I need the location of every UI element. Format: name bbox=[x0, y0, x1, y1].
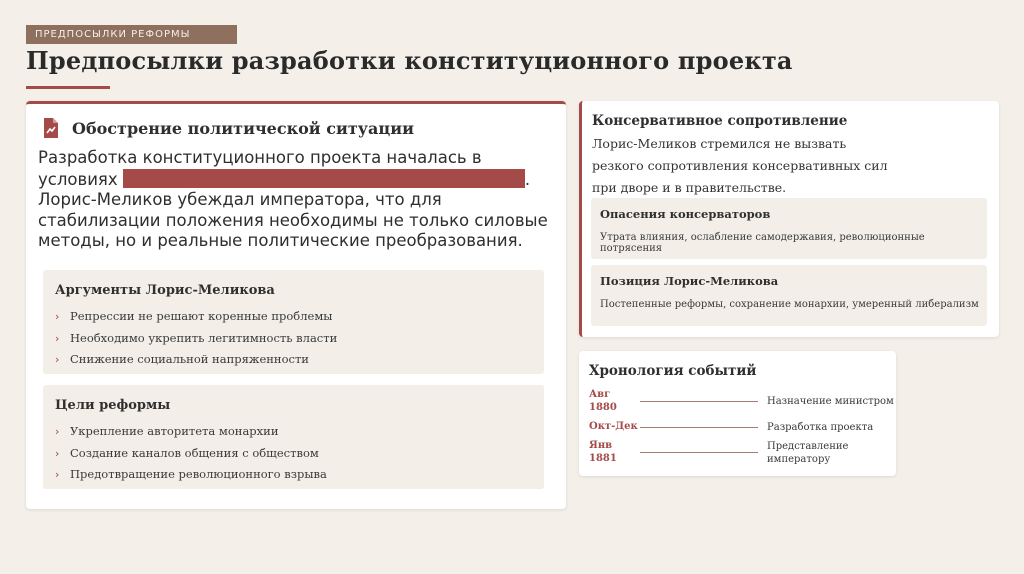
card-heading: Обострение политической ситуации bbox=[72, 118, 414, 138]
list-item-label: Необходимо укрепить легитимность власти bbox=[70, 330, 338, 345]
list-item bbox=[55, 443, 327, 465]
situation-paragraph bbox=[38, 148, 558, 252]
list-item bbox=[55, 328, 337, 350]
list-item-label: Создание каналов общения с обществом bbox=[70, 445, 319, 460]
redacted-block bbox=[123, 169, 525, 188]
conservative-text: Лорис-Меликов стремился не вызвать резкого сопротивления консервативных сил при дворе и в правительстве. bbox=[592, 136, 888, 195]
paragraph-text-start: Разработка конституционного проекта началась в условиях bbox=[38, 148, 482, 189]
position-title: Позиция Лорис-Меликова bbox=[600, 274, 779, 288]
loris-position-box bbox=[591, 265, 987, 326]
position-text: Постепенные реформы, сохранение монархии, умеренный либерализм bbox=[600, 299, 979, 310]
list-item bbox=[55, 464, 327, 486]
list-item bbox=[55, 421, 327, 443]
list-item-label: Репрессии не решают коренные проблемы bbox=[70, 309, 333, 323]
conservative-resistance-card bbox=[579, 101, 999, 337]
goals-box bbox=[43, 385, 544, 489]
timeline-connector bbox=[640, 401, 758, 402]
chevron-right-icon: › bbox=[55, 331, 60, 345]
document-chart-icon bbox=[42, 118, 60, 138]
title-underline bbox=[26, 86, 110, 89]
timeline-date: Окт-Дек bbox=[589, 421, 638, 432]
political-situation-card bbox=[26, 101, 566, 509]
arguments-title: Аргументы Лорис-Меликова bbox=[55, 283, 275, 298]
chronology-card bbox=[579, 351, 896, 476]
conservative-title: Консервативное сопротивление bbox=[592, 113, 848, 129]
section-tag: ПРЕДПОСЫЛКИ РЕФОРМЫ bbox=[26, 25, 237, 44]
list-item bbox=[55, 349, 337, 371]
fears-title: Опасения консерваторов bbox=[600, 207, 771, 221]
chevron-right-icon: › bbox=[55, 468, 60, 481]
chronology-title: Хронология событий bbox=[589, 363, 757, 379]
arguments-list bbox=[55, 306, 337, 371]
list-item-label: Предотвращение революционного взрыва bbox=[70, 467, 327, 481]
goals-list bbox=[55, 421, 327, 486]
timeline-label: Назначение министром bbox=[767, 396, 894, 407]
goals-title: Цели реформы bbox=[55, 398, 171, 413]
fears-text: Утрата влияния, ослабление самодержавия, революционные потрясения bbox=[600, 232, 925, 254]
page-title: Предпосылки разработки конституционного проекта bbox=[26, 46, 793, 75]
arguments-box bbox=[43, 270, 544, 374]
chevron-right-icon: › bbox=[55, 353, 60, 366]
list-item bbox=[55, 306, 337, 328]
chevron-right-icon: › bbox=[55, 310, 60, 323]
paragraph-text-end: . Лорис-Меликов убеждал императора, что для стабилизации положения необходимы не только силовые методы, но и реальные политические преобразования. bbox=[38, 169, 548, 250]
list-item-label: Снижение социальной напряженности bbox=[70, 352, 309, 366]
timeline-date: Янв 1881 bbox=[589, 440, 617, 464]
timeline-label: Представление императору bbox=[767, 441, 849, 465]
card-heading-row bbox=[42, 118, 414, 138]
chevron-right-icon: › bbox=[55, 446, 60, 460]
timeline-date: Авг 1880 bbox=[589, 389, 617, 413]
timeline-label: Разработка проекта bbox=[767, 422, 874, 433]
timeline-connector bbox=[640, 452, 758, 453]
list-item-label: Укрепление авторитета монархии bbox=[70, 424, 279, 438]
conservative-fears-box bbox=[591, 198, 987, 259]
chevron-right-icon: › bbox=[55, 425, 60, 438]
timeline-connector bbox=[640, 427, 758, 428]
